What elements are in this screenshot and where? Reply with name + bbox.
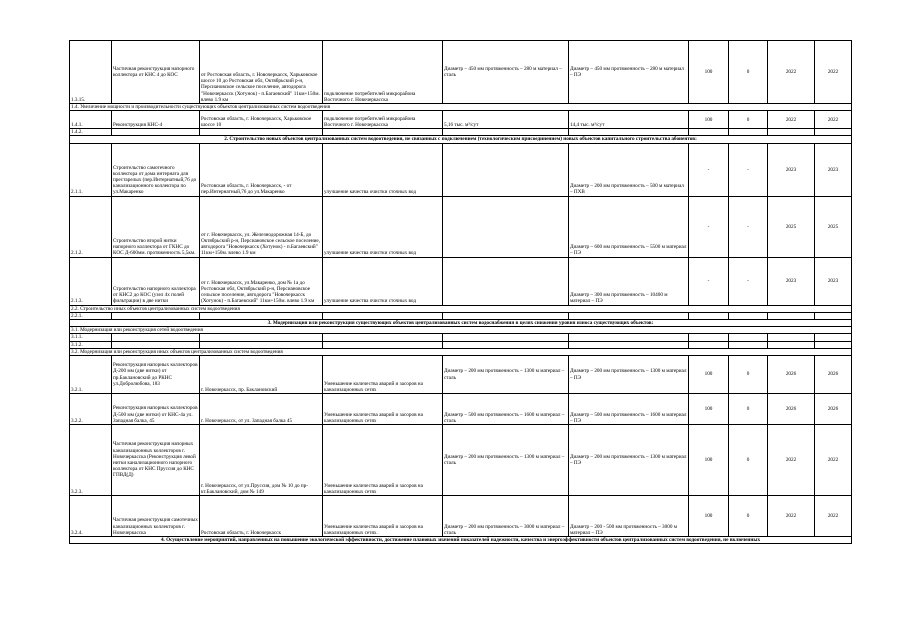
value-1-cell bbox=[689, 334, 729, 341]
end-year-cell: 2023 bbox=[815, 257, 852, 305]
row-number-cell: 3.2.1. bbox=[70, 356, 112, 394]
measure-name-cell: Частичная реконструкция самотечных канализационных коллекторов г. Новочеркасска bbox=[112, 496, 200, 537]
value-2-cell bbox=[729, 312, 768, 319]
value-1-cell: 100 bbox=[689, 356, 729, 394]
value-2-cell: 0 bbox=[729, 496, 768, 537]
goal-cell: Уменьшение количества аварий и засоров на канализационных сетях. bbox=[323, 496, 443, 537]
value-1-cell bbox=[689, 312, 729, 319]
after-params-cell: Диаметр – 300 мм протяженность – 10400 м материал – ПЭ bbox=[569, 257, 689, 305]
row-number-cell: 2.2.1. bbox=[70, 312, 112, 319]
after-params-cell: Диаметр – 200 - 500 мм протяженность – 3000 м материал – ПЭ bbox=[569, 496, 689, 537]
table-row bbox=[70, 143, 852, 196]
end-year-cell: 2026 bbox=[815, 394, 852, 425]
value-1-cell: - bbox=[689, 257, 729, 305]
after-params-cell bbox=[569, 312, 689, 319]
subsection-heading: 2.2. Строительство иных объектов централизованных систем водоотведения bbox=[70, 305, 852, 312]
subsection-heading: 3.1. Модернизация или реконструкция сетей водоотведения bbox=[70, 327, 852, 334]
before-params-cell bbox=[443, 341, 569, 348]
value-1-cell: 100 bbox=[689, 41, 729, 104]
subsection-row bbox=[70, 104, 852, 111]
measure-name-cell bbox=[112, 312, 200, 319]
start-year-cell: 2022 bbox=[768, 496, 815, 537]
goal-cell: Уменьшение количества аварий и засоров на канализационных сетях bbox=[323, 394, 443, 425]
end-year-cell: 2026 bbox=[815, 356, 852, 394]
after-params-cell bbox=[569, 129, 689, 136]
goal-cell: Уменьшение количества аварий и засоров на канализационных сетях bbox=[323, 356, 443, 394]
measure-name-cell: Строительство напорного коллектора от КНС2 до КОС (узел 4х полей фильтрации) в две нитки bbox=[112, 257, 200, 305]
section-heading-row bbox=[70, 320, 852, 327]
after-params-cell: Диаметр – 200 мм протяженность – 1300 м материал – ПЭ bbox=[569, 425, 689, 496]
start-year-cell: 2022 bbox=[768, 425, 815, 496]
section-heading: 4. Осуществление мероприятий, направленных на повышение экологической эффективности, достижение плановых значений показателей надежности, качества и энергоэффективности объектов централизованных систем водоотведения, не включенных bbox=[70, 537, 852, 544]
goal-cell bbox=[323, 341, 443, 348]
end-year-cell bbox=[815, 341, 852, 348]
before-params-cell: 5,16 тыс. м³/сут bbox=[443, 111, 569, 129]
start-year-cell: 2025 bbox=[768, 196, 815, 257]
table-row bbox=[70, 341, 852, 348]
document-sheet bbox=[69, 40, 851, 544]
location-cell: от Ростовская область, г. Новочеркасск, Харьковское шоссе 10 до Ростовская обл, Октябрьский р-н, Персиановское сельское поселение, автодорога "Новочеркасск (Хотунок) - п.Багаевский" 11км+150м. влево 1.9 км bbox=[200, 41, 323, 104]
measure-name-cell: Частичная реконструкция напорного коллектора от КНС 4 до КОС bbox=[112, 41, 200, 104]
end-year-cell: 2025 bbox=[815, 196, 852, 257]
measure-name-cell: Строительство второй нитки напорного коллектора от ГКНС до КОС Д-600мм. протяженность 5,5км. bbox=[112, 196, 200, 257]
value-1-cell: 100 bbox=[689, 394, 729, 425]
measure-name-cell bbox=[112, 341, 200, 348]
location-cell bbox=[200, 129, 323, 136]
end-year-cell bbox=[815, 334, 852, 341]
value-2-cell: - bbox=[729, 257, 768, 305]
measure-name-cell: Частичная реконструкция напорных канализационных коллекторов г. Новочеркасска (Реконструкция левой нитки канализационного напорного коллектора от КНС Пруссия до КНС ГПВД(Д) bbox=[112, 425, 200, 496]
start-year-cell: 2022 bbox=[768, 111, 815, 129]
start-year-cell bbox=[768, 129, 815, 136]
table-row bbox=[70, 425, 852, 496]
goal-cell: улучшение качества очистки сточных вод bbox=[323, 257, 443, 305]
location-cell: г. Новочеркасск, от ул. Западная балка 45 bbox=[200, 394, 323, 425]
table-row bbox=[70, 41, 852, 104]
before-params-cell: Диаметр – 500 мм протяженность – 1600 м материал – сталь bbox=[443, 394, 569, 425]
start-year-cell: 2023 bbox=[768, 257, 815, 305]
goal-cell: Уменьшение количества аварий и засоров на канализационных сетях bbox=[323, 425, 443, 496]
before-params-cell: Диаметр – 200 мм протяженность – 1300 м материал – сталь bbox=[443, 356, 569, 394]
goal-cell bbox=[323, 129, 443, 136]
table-row bbox=[70, 257, 852, 305]
location-cell: г. Новочеркасск, пр. Баклановский bbox=[200, 356, 323, 394]
row-number-cell: 3.1.1. bbox=[70, 334, 112, 341]
start-year-cell: 2023 bbox=[768, 143, 815, 196]
subsection-heading: 1.4. Увеличение мощности и производительности существующих объектов централизованных систем водоотведения bbox=[70, 104, 852, 111]
value-2-cell: - bbox=[729, 196, 768, 257]
location-cell: Ростовская область, г. Новочеркасск, Харьковское шоссе 10 bbox=[200, 111, 323, 129]
after-params-cell: Диаметр – 200 мм протяженность – 1300 м материал – ПЭ bbox=[569, 356, 689, 394]
after-params-cell bbox=[569, 334, 689, 341]
measure-name-cell: Строительство самотечного коллектора от дома интерната для престарелых (пер.Интернатный,76 до канализационного коллектора по ул.Макаренко bbox=[112, 143, 200, 196]
table-row bbox=[70, 196, 852, 257]
measure-name-cell: Реконструкция напорных коллекторов Д-200 мм (две нитки) от пр.Баклановский до РКНС ул.Добролюбова, 183 bbox=[112, 356, 200, 394]
before-params-cell bbox=[443, 129, 569, 136]
subsection-row bbox=[70, 348, 852, 355]
row-number-cell: 2.1.3. bbox=[70, 257, 112, 305]
row-number-cell: 2.1.1. bbox=[70, 143, 112, 196]
before-params-cell bbox=[443, 143, 569, 196]
goal-cell: улучшение качества очистки сточных вод bbox=[323, 196, 443, 257]
row-number-cell: 1.4.2. bbox=[70, 129, 112, 136]
row-number-cell: 3.2.2. bbox=[70, 394, 112, 425]
value-2-cell: 0 bbox=[729, 425, 768, 496]
subsection-row bbox=[70, 327, 852, 334]
subsection-heading: 3.2. Модернизация или реконструкция иных объектов централизованных систем водоотведения bbox=[70, 348, 852, 355]
end-year-cell: 2022 bbox=[815, 425, 852, 496]
value-2-cell: 0 bbox=[729, 394, 768, 425]
end-year-cell: 2022 bbox=[815, 41, 852, 104]
section-heading-row bbox=[70, 136, 852, 143]
section-heading: 2. Строительство новых объектов централизованных систем водоотведения, не связанных с подключением (технологическим присоединением) новых объектов капитального строительства абонентов: bbox=[70, 136, 852, 143]
measure-name-cell bbox=[112, 129, 200, 136]
after-params-cell: Диаметр – 500 мм протяженность – 1600 м материал – ПЭ bbox=[569, 394, 689, 425]
measure-name-cell: Реконструкция КНС-4 bbox=[112, 111, 200, 129]
goal-cell bbox=[323, 312, 443, 319]
table-row bbox=[70, 394, 852, 425]
before-params-cell: Диаметр – 200 мм протяженность – 3000 м материал – сталь bbox=[443, 496, 569, 537]
value-2-cell: - bbox=[729, 143, 768, 196]
goal-cell: улучшение качества очистки сточных вод bbox=[323, 143, 443, 196]
start-year-cell: 2022 bbox=[768, 41, 815, 104]
value-1-cell: - bbox=[689, 196, 729, 257]
after-params-cell: Диаметр – 600 мм протяженность – 5500 м материал – ПЭ bbox=[569, 196, 689, 257]
location-cell: Ростовская область, г. Новочеркасск, - от пер.Интернатный,76 до ул.Макаренко bbox=[200, 143, 323, 196]
location-cell bbox=[200, 334, 323, 341]
goal-cell: подключение потребителей микрорайона Восточного г. Новочеркасска bbox=[323, 41, 443, 104]
before-params-cell: Диаметр – 200 мм протяженность – 1300 м материал – сталь bbox=[443, 425, 569, 496]
table-row bbox=[70, 129, 852, 136]
before-params-cell bbox=[443, 312, 569, 319]
row-number-cell: 1.3.15. bbox=[70, 41, 112, 104]
section-heading: 3. Модернизация или реконструкция существующих объектов централизованных систем водоснабжения в целях снижения уровня износа существующих объектов: bbox=[70, 320, 852, 327]
measure-name-cell bbox=[112, 334, 200, 341]
section-heading-row bbox=[70, 537, 852, 544]
table-row bbox=[70, 111, 852, 129]
row-number-cell: 3.2.3. bbox=[70, 425, 112, 496]
measure-name-cell: Реконструкция напорных коллекторов Д-500 мм (две нитки) от КНС-4а ул. Западная балка, 45 bbox=[112, 394, 200, 425]
after-params-cell: Диаметр – 450 мм протяженность – 280 м материал – ПЭ bbox=[569, 41, 689, 104]
location-cell bbox=[200, 312, 323, 319]
row-number-cell: 1.4.1. bbox=[70, 111, 112, 129]
after-params-cell: Диаметр – 200 мм протяженность – 500 м материал – ПХВ bbox=[569, 143, 689, 196]
row-number-cell: 3.2.4. bbox=[70, 496, 112, 537]
row-number-cell: 3.1.2. bbox=[70, 341, 112, 348]
start-year-cell bbox=[768, 312, 815, 319]
value-2-cell: 0 bbox=[729, 356, 768, 394]
value-1-cell: 100 bbox=[689, 425, 729, 496]
table-row bbox=[70, 334, 852, 341]
goal-cell: подключение потребителей микрорайона Восточного г. Новочеркасска bbox=[323, 111, 443, 129]
before-params-cell: Диаметр – 450 мм протяженность – 280 м материал – сталь bbox=[443, 41, 569, 104]
subsection-row bbox=[70, 305, 852, 312]
value-2-cell: 0 bbox=[729, 41, 768, 104]
table-row bbox=[70, 312, 852, 319]
after-params-cell: 14,4 тыс. м³/сут bbox=[569, 111, 689, 129]
table-row bbox=[70, 356, 852, 394]
value-2-cell bbox=[729, 334, 768, 341]
end-year-cell: 2022 bbox=[815, 111, 852, 129]
value-1-cell: 100 bbox=[689, 111, 729, 129]
goal-cell bbox=[323, 334, 443, 341]
start-year-cell: 2026 bbox=[768, 394, 815, 425]
end-year-cell bbox=[815, 129, 852, 136]
location-cell: Ростовская область, г. Новочеркасск bbox=[200, 496, 323, 537]
value-1-cell: - bbox=[689, 143, 729, 196]
investment-program-table bbox=[69, 40, 852, 544]
end-year-cell bbox=[815, 312, 852, 319]
start-year-cell bbox=[768, 334, 815, 341]
end-year-cell: 2022 bbox=[815, 496, 852, 537]
before-params-cell bbox=[443, 196, 569, 257]
start-year-cell: 2026 bbox=[768, 356, 815, 394]
value-1-cell: 100 bbox=[689, 496, 729, 537]
row-number-cell: 2.1.2. bbox=[70, 196, 112, 257]
value-2-cell: 0 bbox=[729, 111, 768, 129]
after-params-cell bbox=[569, 341, 689, 348]
table-row bbox=[70, 496, 852, 537]
value-1-cell bbox=[689, 341, 729, 348]
location-cell: от г. Новочеркасск, ул.Макаренко, дом № 1а до Ростовская обл, Октябрьский р-н, Персиановское сельское поселение, автодорога "Новочеркасск (Хотунок) - п.Багаевский" 11км+150м. влево 1.9 км bbox=[200, 257, 323, 305]
end-year-cell: 2023 bbox=[815, 143, 852, 196]
before-params-cell bbox=[443, 334, 569, 341]
before-params-cell bbox=[443, 257, 569, 305]
value-2-cell bbox=[729, 341, 768, 348]
start-year-cell bbox=[768, 341, 815, 348]
value-1-cell bbox=[689, 129, 729, 136]
location-cell: от г. Новочеркасск, ул. Железнодорожная 14-Б, до Октябрьский р-н, Персиановское сельское поселение, автодорога "Новочеркасск (Хотунок) - п.Багаевский" 11км+150м. влево 1.9 км bbox=[200, 196, 323, 257]
location-cell bbox=[200, 341, 323, 348]
value-2-cell bbox=[729, 129, 768, 136]
location-cell: г. Новочеркасск, от ул.Пруссия, дом № 10 до пр-кт.Баклановский, дом № 149 bbox=[200, 425, 323, 496]
